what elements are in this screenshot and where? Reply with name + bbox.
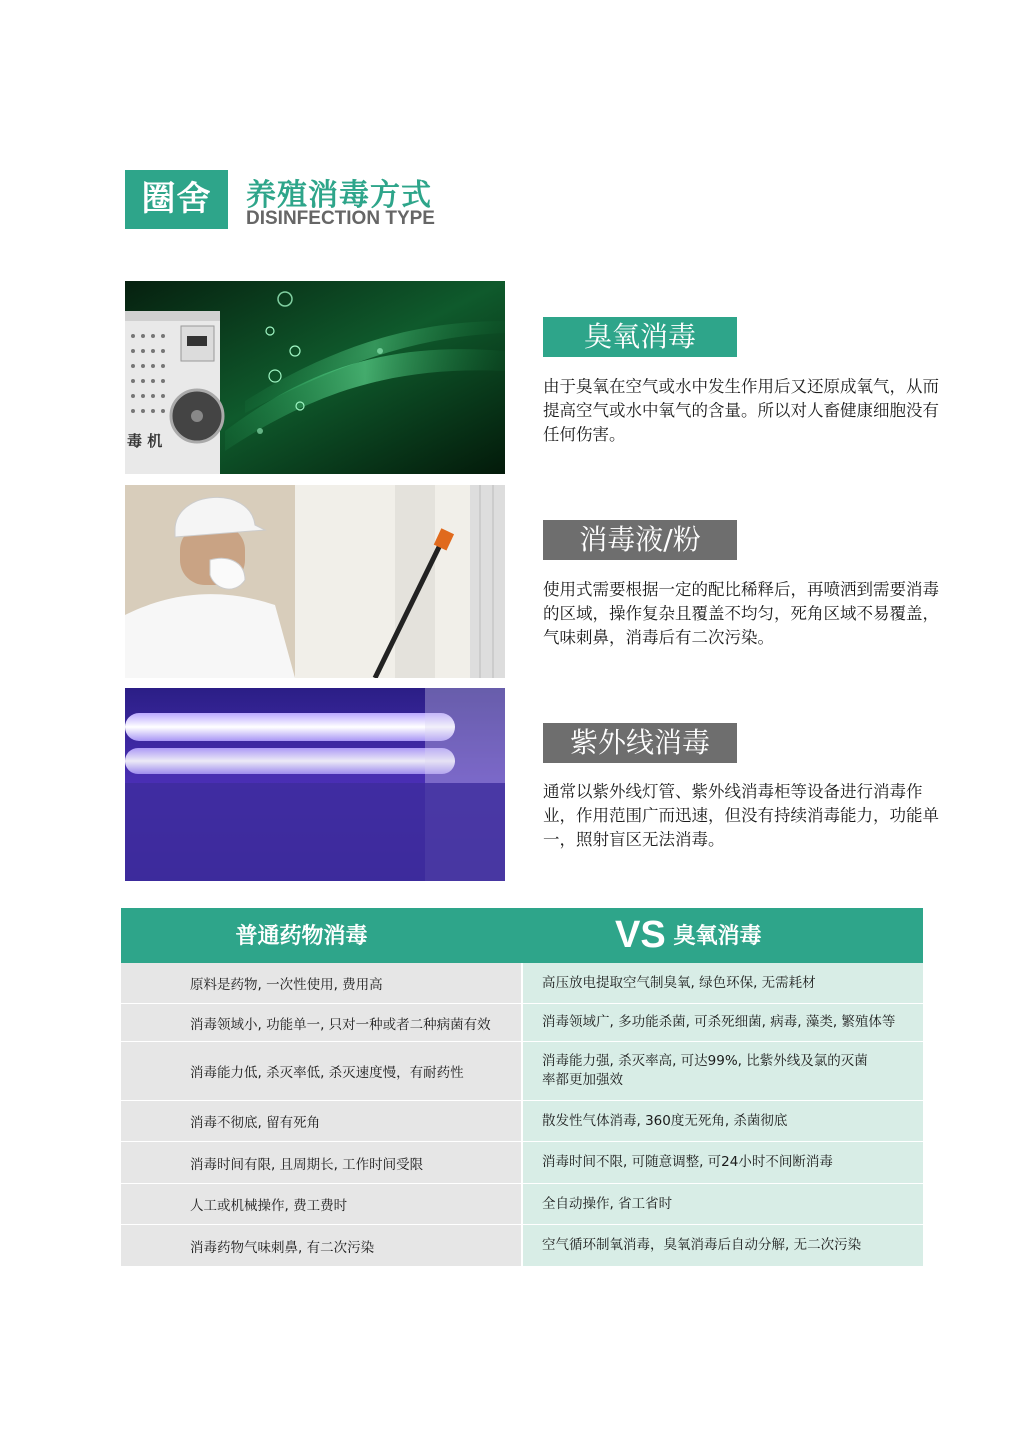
left-header: 普通药物消毒 — [235, 924, 368, 949]
comparison-header — [121, 908, 923, 963]
table-row — [121, 1225, 923, 1266]
row-left-cell: 人工或机械操作, 费工费时 — [190, 1198, 348, 1214]
vs-label: VS — [615, 914, 666, 956]
table-row — [121, 1184, 923, 1224]
row-left-cell: 消毒领域小, 功能单一, 只对一种或者二种病菌有效 — [190, 1016, 491, 1033]
method-desc-liquid: 使用式需要根据一定的配比稀释后，再喷洒到需要消毒的区域，操作复杂且覆盖不均匀，死角区域不易覆盖，气味刺鼻，消毒后有二次污染。 — [543, 580, 939, 647]
row-left-cell: 消毒药物气味刺鼻, 有二次污染 — [190, 1239, 375, 1256]
header-badge: 圈舍 — [125, 170, 228, 229]
table-row — [121, 1101, 923, 1141]
row-left-cell: 消毒时间有限, 且周期长, 工作时间受限 — [190, 1156, 424, 1173]
method-title-ozone: 臭氧消毒 — [543, 317, 737, 357]
row-right-cell: 空气循环制氧消毒，臭氧消毒后自动分解, 无二次污染 — [542, 1237, 862, 1253]
row-left-cell: 原料是药物, 一次性使用, 费用高 — [190, 977, 383, 993]
page-subtitle: DISINFECTION TYPE — [246, 208, 435, 229]
ozone-machine-image — [125, 281, 505, 474]
method-title-liquid: 消毒液/粉 — [543, 520, 737, 560]
row-right-cell: 消毒能力强, 杀灭率高, 可达99%, 比紫外线及氯的灭菌率都更加强效 — [542, 1053, 868, 1088]
worker-spraying-image — [125, 485, 505, 678]
method-desc-ozone: 由于臭氧在空气或水中发生作用后又还原成氧气，从而提高空气或水中氧气的含量。所以对人畜健康细胞没有任何伤害。 — [543, 377, 939, 444]
table-row — [121, 1142, 923, 1183]
table-row — [121, 963, 923, 1003]
table-row — [121, 1004, 923, 1041]
row-right-cell: 高压放电提取空气制臭氧, 绿色环保, 无需耗材 — [542, 974, 816, 991]
row-right-cell: 消毒领域广, 多功能杀菌, 可杀死细菌, 病毒, 藻类, 繁殖体等 — [542, 1014, 896, 1030]
row-left-cell: 消毒不彻底, 留有死角 — [190, 1115, 321, 1131]
row-right-cell: 消毒时间不限, 可随意调整, 可24小时不间断消毒 — [542, 1154, 833, 1170]
row-right-cell: 散发性气体消毒, 360度无死角, 杀菌彻底 — [542, 1112, 788, 1129]
table-row — [121, 1042, 923, 1100]
method-desc-uv: 通常以紫外线灯管、紫外线消毒柜等设备进行消毒作业，作用范围广而迅速，但没有持续消毒能力，功能单一，照射盲区无法消毒。 — [543, 782, 939, 849]
row-left-cell: 消毒能力低, 杀灭率低, 杀灭速度慢，有耐药性 — [190, 1065, 464, 1081]
uv-lamp-image — [125, 688, 505, 881]
machine-label: 毒 机 — [127, 432, 163, 450]
right-header: 臭氧消毒 — [673, 924, 762, 949]
page-title: 养殖消毒方式 — [246, 178, 432, 213]
row-right-cell: 全自动操作, 省工省时 — [542, 1195, 673, 1212]
method-title-uv: 紫外线消毒 — [543, 723, 737, 763]
